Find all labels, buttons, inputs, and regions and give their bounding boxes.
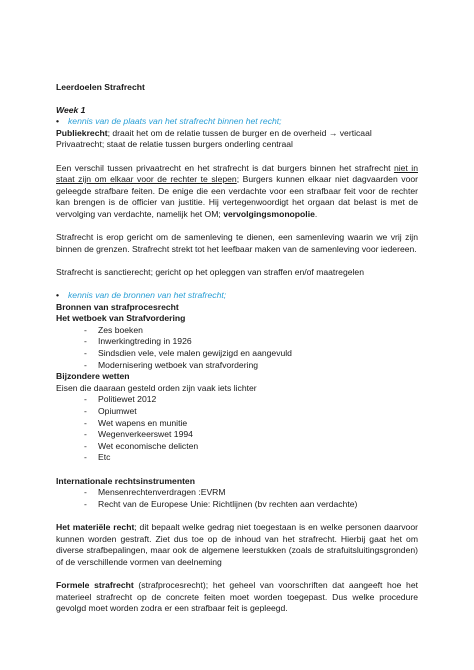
- bijzondere-intro: Eisen die daaraan gesteld orden zijn vaak iets lichter: [56, 382, 257, 393]
- publiekrecht-term: Publiekrecht: [56, 127, 108, 138]
- bullet-icon: •: [56, 116, 60, 127]
- paragraph-materiele-recht: [56, 522, 418, 568]
- formele-strafrecht-term: Formele strafrecht: [56, 579, 134, 590]
- privaatrecht-line: Privaatrecht; staat de relatie tussen burgers onderling centraal: [56, 139, 293, 150]
- paragraph-verschil-pre: Een verschil tussen privaatrecht en het strafrecht is dat burgers binnen het strafrecht: [56, 162, 394, 173]
- paragraph-formele-strafrecht: [56, 580, 418, 615]
- list-item: - Recht van de Europese Unie: Richtlijnen (bv rechten aan verdachte): [84, 499, 418, 511]
- bijzondere-heading: Bijzondere wetten: [56, 371, 130, 382]
- formele-strafrecht-text: (strafprocesrecht); het geheel van voorschriften dat aangeeft hoe het materieel strafrecht op de concrete feiten moet worden toegepast. Dus welke procedure gevolgd moet worden zodra er een strafbaar feit is gepleegd.: [56, 579, 418, 614]
- paragraph-verschil-underline: niet in staat zijn om elkaar voor de rechter te slepen: [56, 162, 418, 185]
- document-title: Leerdoelen Strafrecht: [56, 82, 145, 92]
- paragraph-samenleving: Strafrecht is erop gericht om de samenleving te dienen, een samenleving waarin we vrij zijn binnen de grenzen. Strafrecht strekt tot het leefbaar maken van de samenleving voor iedereen.: [56, 232, 418, 254]
- bronnen-heading: Bronnen van strafprocesrecht: [56, 301, 179, 312]
- publiekrecht-text: ; draait het om de relatie tussen de burger en de overheid → verticaal: [107, 127, 372, 138]
- document-page: [56, 82, 418, 615]
- list-item: - Politiewet 2012: [84, 394, 418, 406]
- bijzondere-list: [56, 394, 418, 464]
- list-item: - Zes boeken: [84, 325, 418, 337]
- paragraph-verschil-mid: ; Burgers kunnen elkaar niet dagvaarden voor geleegde strafbare feiten. De enige die een verdachte voor een strafbaar feit voor de rechter kan brengen is de officier van justitie. Hij vertegenwoordigt het orgaan dat belast is met de vervolging van verdachte, namelijk het OM;: [56, 174, 418, 219]
- paragraph-verschil-post: .: [314, 208, 318, 219]
- learning-goal-2: [56, 290, 418, 302]
- list-item: - Wet wapens en munitie: [84, 418, 418, 430]
- list-item: - Modernisering wetboek van strafvordering: [84, 360, 418, 372]
- list-item: - Mensenrechtenverdragen :EVRM: [84, 487, 418, 499]
- vervolgingsmonopolie-term: vervolgingsmonopolie: [223, 208, 315, 219]
- bullet-icon: •: [56, 290, 60, 301]
- learning-goal-1-text: kennis van de plaats van het strafrecht binnen het recht;: [68, 116, 282, 127]
- list-item: - Sindsdien vele, vele malen gewijzigd en aangevuld: [84, 348, 418, 360]
- list-item: - Inwerkingtreding in 1926: [84, 336, 418, 348]
- internationale-list: [56, 487, 418, 510]
- list-item: - Wet economische delicten: [84, 441, 418, 453]
- materiele-recht-text: ; dit bepaalt welke gedrag niet toegestaan is en welke personen daarvoor kunnen worden gestraft. Ziet dus toe op de inhoud van het strafrecht. Hierbij gaat het om diverse strafbepalingen, maar ook de algemene leerstukken (zoals de strafuitsluitingsgronden) of de verschillende vormen van deelneming: [56, 521, 418, 567]
- week-heading: Week 1: [56, 104, 86, 115]
- paragraph-sanctierecht: Strafrecht is sanctierecht; gericht op het opleggen van straffen en/of maatregelen: [56, 266, 364, 277]
- list-item: - Wegenverkeerswet 1994: [84, 429, 418, 441]
- wetboek-heading: Het wetboek van Strafvordering: [56, 313, 186, 324]
- list-item: - Opiumwet: [84, 406, 418, 418]
- publiekrecht-line: [56, 128, 418, 140]
- learning-goal-2-text: kennis van de bronnen van het strafrecht;: [68, 290, 227, 301]
- internationale-heading: Internationale rechtsinstrumenten: [56, 475, 195, 486]
- paragraph-verschil: [56, 163, 418, 221]
- wetboek-list: [56, 325, 418, 371]
- materiele-recht-term: Het materiële recht: [56, 521, 135, 532]
- list-item: - Etc: [84, 452, 418, 464]
- learning-goal-1: [56, 116, 418, 128]
